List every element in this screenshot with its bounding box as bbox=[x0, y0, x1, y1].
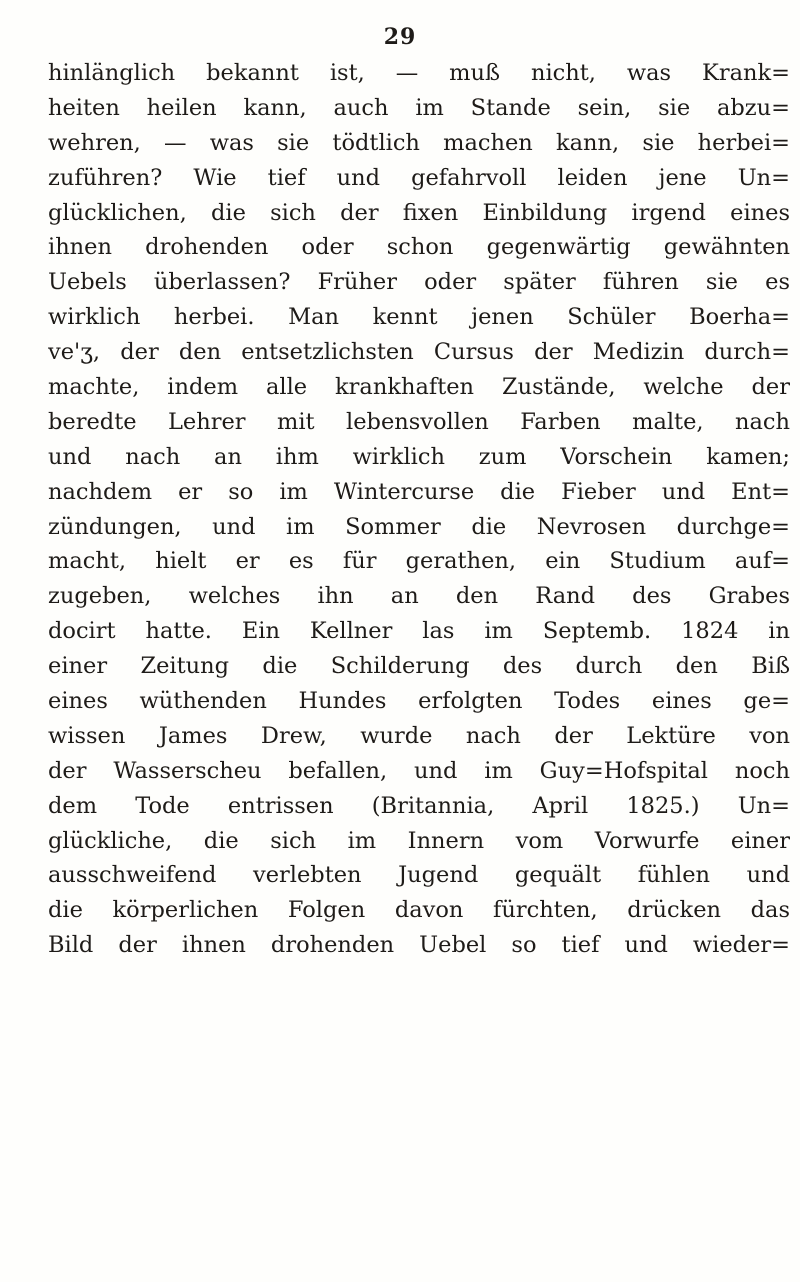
text-line: beredte Lehrer mit lebensvollen Farben malte, nach bbox=[48, 408, 790, 435]
text-line: dem Tode entrissen (Britannia, April 1825.) Un= bbox=[48, 792, 790, 819]
text-line: ve'ʒ, der den entsetzlichsten Cursus der Medizin durch= bbox=[48, 339, 790, 366]
text-line: hinlänglich bekannt ist, — muß nicht, was Krank= bbox=[48, 60, 790, 86]
text-line: glücklichen, die sich der fixen Einbildung irgend eines bbox=[48, 199, 790, 226]
text-line: der Wasserscheu befallen, und im Guy=Hofspital noch bbox=[48, 757, 790, 784]
text-line: wehren, — was sie tödtlich machen kann, sie herbei= bbox=[48, 129, 790, 156]
text-line: Bild der ihnen drohenden Uebel so tief und wieder= bbox=[48, 932, 790, 959]
page-number: 29 bbox=[383, 24, 417, 50]
text-line: docirt hatte. Ein Kellner las im Septemb. 1824 in bbox=[48, 618, 790, 645]
text-line: machte, indem alle krankhaften Zustände, welche der bbox=[48, 374, 790, 401]
text-line: ihnen drohenden oder schon gegenwärtig gewähnten bbox=[48, 234, 790, 261]
text-line: macht, hielt er es für gerathen, ein Studium auf= bbox=[48, 548, 790, 575]
text-line: wirklich herbei. Man kennt jenen Schüler Boerha= bbox=[48, 304, 790, 331]
text-line: wissen James Drew, wurde nach der Lektüre von bbox=[48, 722, 790, 749]
text-line: Uebels überlassen? Früher oder später führen sie es bbox=[48, 269, 790, 296]
body-text bbox=[48, 56, 790, 963]
text-line: nachdem er so im Wintercurse die Fieber und Ent= bbox=[48, 478, 790, 505]
text-line: einer Zeitung die Schilderung des durch den Biß bbox=[48, 653, 790, 680]
text-line: und nach an ihm wirklich zum Vorschein kamen; bbox=[48, 443, 790, 470]
text-line: zugeben, welches ihn an den Rand des Grabes bbox=[48, 583, 790, 610]
text-line: glückliche, die sich im Innern vom Vorwurfe einer bbox=[48, 827, 790, 854]
text-line: zuführen? Wie tief und gefahrvoll leiden jene Un= bbox=[48, 164, 790, 191]
text-line: ausschweifend verlebten Jugend gequält fühlen und bbox=[48, 862, 790, 889]
text-line: zündungen, und im Sommer die Nevrosen durchge= bbox=[48, 513, 790, 540]
text-line: heiten heilen kann, auch im Stande sein, sie abzu= bbox=[48, 94, 790, 121]
text-line: eines wüthenden Hundes erfolgten Todes eines ge= bbox=[48, 688, 790, 715]
text-line: die körperlichen Folgen davon fürchten, drücken das bbox=[48, 897, 790, 924]
